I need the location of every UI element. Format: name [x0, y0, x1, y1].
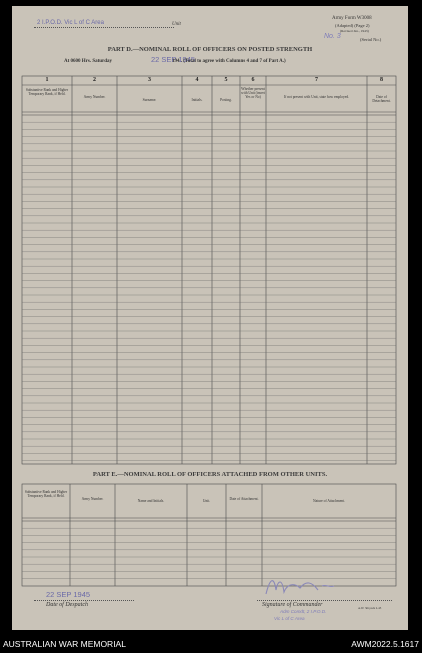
serial-label: (Serial No.)	[360, 37, 382, 42]
form-page	[12, 6, 408, 630]
part-d-table-grid	[12, 6, 408, 630]
form-code: Army Form W3008	[332, 16, 372, 21]
part-d-title: PART D.—NOMINAL ROLL OF OFFICERS ON POSTED STRENGTH	[107, 46, 313, 53]
form-adapted: (Adapted) (Page 2)	[335, 23, 370, 28]
part-e-title: PART E.—NOMINAL ROLL OF OFFICERS ATTACHED FROM OTHER UNITS.	[92, 471, 328, 478]
part-d-date-stamp: 22 SEP 1945	[151, 55, 196, 64]
signature-stamp-line2: Vic L of C Area	[274, 616, 305, 621]
col-e6-header: Nature of Attachment.	[312, 499, 346, 503]
printer-note: A.W. 3m pads 2-43	[358, 606, 382, 610]
col-e5-header: Date of Attachment.	[229, 497, 259, 501]
part-d-line-suffix: 194 . (Total to agree with Columns 4 and 7 of Part A.)	[172, 59, 286, 64]
signature-stamp: Adm Comdt, 2 I.P.O.D.	[280, 609, 327, 614]
commander-signature-icon	[262, 572, 342, 602]
col-d4-header: Initials.	[191, 98, 203, 102]
col-e3-header: Name and Initials.	[137, 499, 165, 503]
col-e4-header: Unit.	[202, 499, 211, 503]
col-d8-header: Date of Detachment.	[372, 95, 391, 104]
signature-line	[257, 600, 392, 601]
col-e2-header: Army Number.	[81, 497, 104, 501]
col-d5-header: Posting.	[220, 98, 232, 102]
col-d1-num: 1	[45, 77, 49, 83]
despatch-date-stamp: 22 SEP 1945	[46, 590, 91, 599]
col-d8-num: 8	[380, 77, 383, 83]
col-d3-header: Surname.	[142, 98, 157, 102]
form-revised: (Revised Jan., 1943)	[340, 29, 369, 33]
col-d1-header: Substantive Rank and Higher Temporary Rank, if Held.	[25, 88, 69, 97]
unit-value: 2 I.P.O.D. Vic L of C Area	[37, 20, 104, 26]
col-e1-header: Substantive Rank and Higher Temporary Rank, if Held.	[24, 490, 68, 499]
col-d6-num: 6	[251, 77, 255, 83]
col-d6-header: Whether present with Unit (insert Yes or No)	[241, 87, 265, 100]
col-d2-header: Army Number.	[83, 95, 106, 99]
unit-label: Unit	[172, 22, 181, 27]
serial-value: No. 3	[324, 33, 341, 40]
footer-institution: AUSTRALIAN WAR MEMORIAL	[3, 639, 126, 649]
part-d-line-prefix: At 0600 Hrs. Saturday	[64, 59, 113, 64]
despatch-line	[34, 600, 134, 601]
col-d5-num: 5	[224, 77, 228, 83]
footer-accession-number: AWM2022.5.1617	[351, 639, 419, 649]
col-d4-num: 4	[195, 77, 199, 83]
archive-footer	[0, 636, 422, 653]
col-d3-num: 3	[148, 77, 151, 83]
col-d7-header: If not present with Unit, state how employed.	[283, 95, 350, 99]
col-d2-num: 2	[93, 77, 96, 83]
despatch-label: Date of Despatch	[46, 602, 88, 608]
signature-label: Signature of Commander	[262, 602, 323, 608]
col-d7-num: 7	[315, 77, 318, 83]
